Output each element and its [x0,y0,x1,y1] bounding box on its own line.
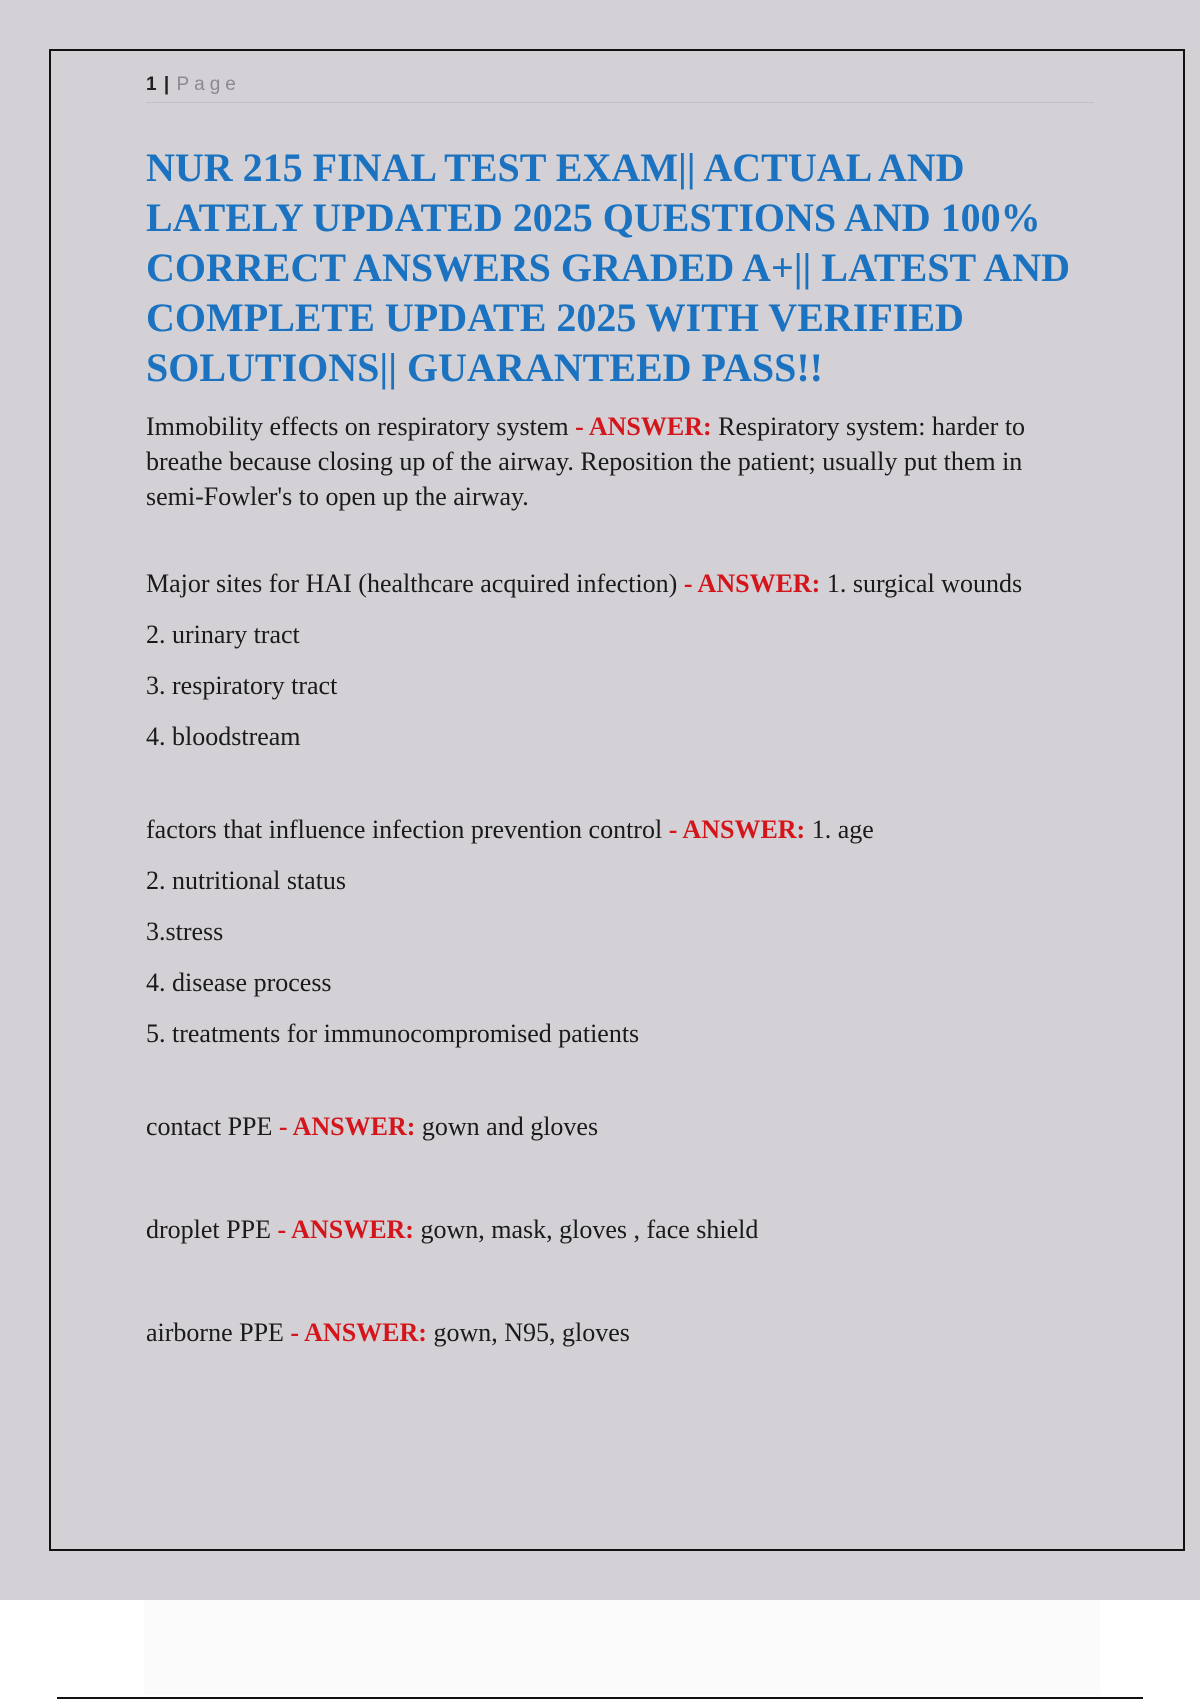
answer-text: gown, N95, gloves [433,1318,630,1347]
page-number: 1 [146,74,157,95]
question-text: factors that influence infection prevention control [146,815,663,844]
list-item: 4. bloodstream [146,722,301,751]
qa-item [146,1315,1086,1350]
spacer [146,1144,1086,1212]
spacer [146,1247,1086,1315]
question-text: droplet PPE [146,1215,271,1244]
document-title: NUR 215 FINAL TEST EXAM|| ACTUAL AND LATELY UPDATED 2025 QUESTIONS AND 100% CORRECT ANSWERS GRADED A+|| LATEST AND COMPLETE UPDATE 2025 WITH VERIFIED SOLUTIONS|| GUARANTEED PASS!! [146,145,1070,390]
answer-tag: - ANSWER: [277,1215,414,1244]
list-item: 5. treatments for immunocompromised patients [146,1019,640,1048]
spacer [146,754,1086,812]
answer-tag: - ANSWER: [683,569,821,598]
qa-item [146,812,1086,847]
question-text: Major sites for HAI (healthcare acquired infection) [146,569,678,598]
answer-tag: - ANSWER: [668,815,806,844]
answer-text: 1. surgical wounds [826,569,1023,598]
answer-tag: - ANSWER: [290,1318,427,1347]
answer-text: gown, mask, gloves , face shield [420,1215,759,1244]
qa-content [146,409,1086,1350]
list-item: 2. nutritional status [146,866,347,895]
qa-item [146,1212,1086,1247]
answer-text: Respiratory system: harder to breathe because closing up of the airway. Reposition the patient; usually put them in semi-Fowler's to open up the airway. [146,412,1026,511]
question-text: Immobility effects on respiratory system [146,412,569,441]
header-separator: | [163,74,170,95]
answer-tag: - ANSWER: [575,412,712,441]
answer-text: 1. age [811,815,874,844]
answer-tag: - ANSWER: [278,1112,416,1141]
list-item: 4. disease process [146,968,332,997]
list-item: 2. urinary tract [146,620,300,649]
list-item: 3. respiratory tract [146,671,338,700]
spacer [146,514,1086,566]
qa-item [146,566,1086,601]
question-text: airborne PPE [146,1318,284,1347]
next-page-border [57,1697,1143,1699]
question-text: contact PPE [146,1112,273,1141]
qa-item [146,1109,1086,1144]
page-label: Page [176,74,241,95]
next-page-strip [144,1600,1100,1695]
answer-text: gown and gloves [421,1112,599,1141]
page-header [146,74,1094,103]
qa-item [146,409,1086,514]
spacer [146,1051,1086,1109]
list-item: 3.stress [146,917,224,946]
